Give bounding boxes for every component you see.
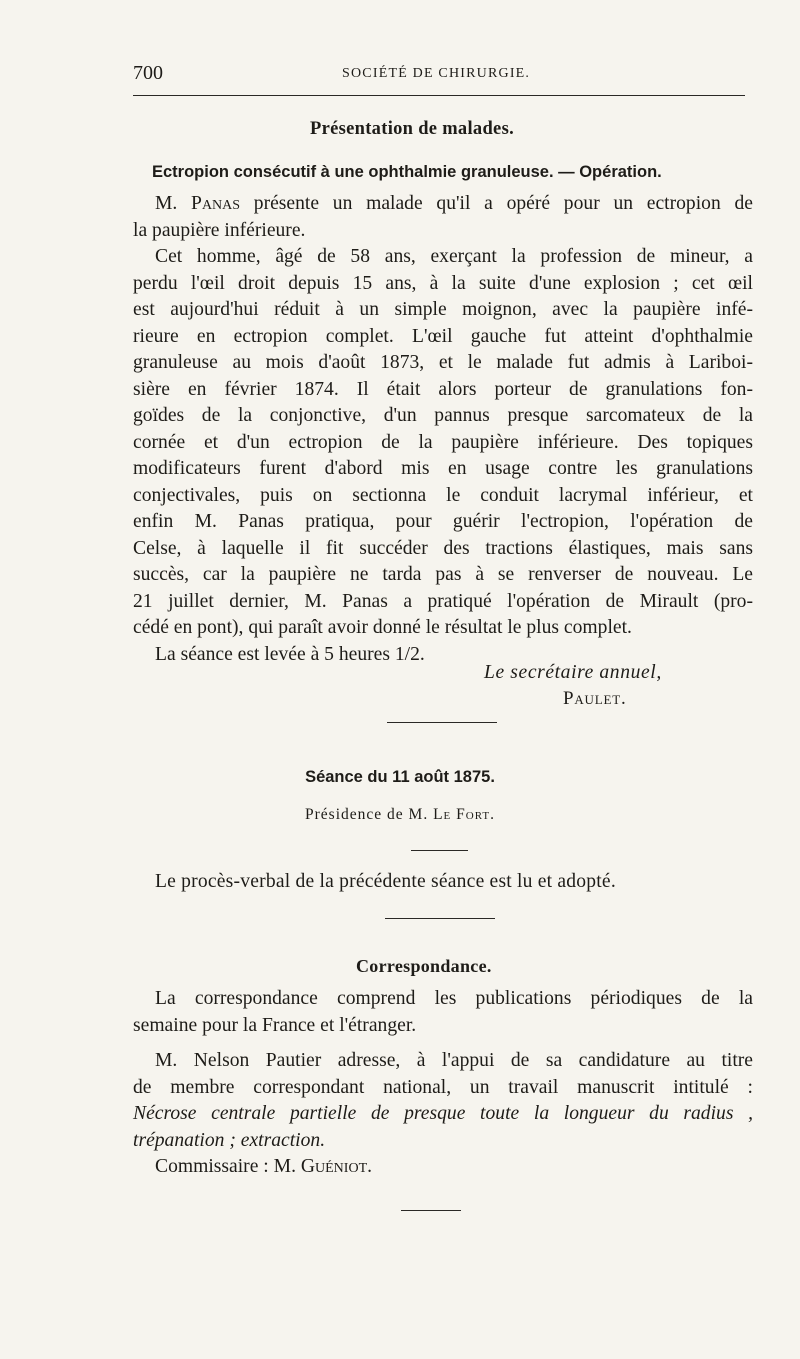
speaker-name: Panas (191, 193, 241, 214)
case-line: la paupière inférieure. (133, 219, 306, 241)
correspondence-heading: Correspondance. (356, 956, 492, 976)
signature-name: Paulet. (563, 688, 627, 709)
case-line: 21 juillet dernier, M. Panas a pratiqué l'opération de Mirault (pro- (133, 590, 753, 612)
header-rule (133, 95, 745, 96)
running-title: SOCIÉTÉ DE CHIRURGIE. (342, 66, 531, 81)
case-line: granuleuse au mois d'août 1873, et le malade fut admis à Lariboi- (133, 352, 753, 373)
work-title-line: Nécrose centrale partielle de presque toute la longueur du radius , (133, 1103, 753, 1124)
case-subheading: Ectropion consécutif à une ophthalmie granuleuse. — Opération. (152, 163, 662, 181)
case-line: Celse, à laquelle il fit succéder des tractions élastiques, mais sans (133, 537, 753, 559)
case-line: modificateurs furent d'abord mis en usage contre les granulations (133, 458, 753, 479)
case-first-line: M. Panas présente un malade qu'il a opéré pour un ectropion de (155, 193, 753, 214)
page-number: 700 (133, 62, 163, 84)
case-line: enfin M. Panas pratiqua, pour guérir l'ectropion, l'opération de (133, 511, 753, 532)
minutes-line: Le procès-verbal de la précédente séance est lu et adopté. (155, 871, 616, 892)
end-divider (401, 1210, 461, 1211)
case-line: sière en février 1874. Il était alors porteur de granulations fon- (133, 378, 753, 400)
case-line: succès, car la paupière ne tarda pas à se renverser de nouveau. Le (133, 564, 753, 585)
case-line: perdu l'œil droit depuis 15 ans, à la suite d'une explosion ; cet œil (133, 272, 753, 294)
correspondence-line: M. Nelson Pautier adresse, à l'appui de sa candidature au titre (155, 1050, 753, 1071)
signature-title: Le secrétaire annuel, (484, 662, 662, 683)
correspondence-line: de membre correspondant national, un travail manuscrit intitulé : (133, 1076, 753, 1098)
adjournment-line: La séance est levée à 5 heures 1/2. (155, 643, 425, 665)
commissaire-line: Commissaire : M. Guéniot. (155, 1156, 373, 1177)
commissaire-name: Guéniot. (300, 1156, 373, 1177)
case-report-text (133, 191, 753, 668)
short-divider (411, 850, 468, 851)
case-line: rieure en ectropion complet. L'œil gauche fut atteint d'ophthalmie (133, 325, 753, 347)
case-line: Cet homme, âgé de 58 ans, exerçant la profession de mineur, a (155, 246, 753, 267)
case-line: cédé en pont), qui paraît avoir donné le résultat le plus complet. (133, 617, 632, 638)
section-divider (387, 722, 497, 723)
session-heading: Séance du 11 août 1875. (305, 768, 495, 786)
president-name: Le Fort. (433, 806, 495, 823)
section-divider (385, 918, 495, 919)
correspondence-para-1 (133, 986, 753, 1039)
section-heading-presentation: Présentation de malades. (310, 119, 514, 139)
case-line: goïdes de la conjonctive, d'un pannus presque sarcomateux de la (133, 405, 753, 426)
case-line: est aujourd'hui réduit à un simple moignon, avec la paupière infé- (133, 299, 753, 320)
correspondence-line: semaine pour la France et l'étranger. (133, 1014, 417, 1036)
case-line: conjectivales, puis on sectionna le conduit lacrymal inférieur, et (133, 484, 753, 506)
correspondence-para-2 (133, 1048, 753, 1181)
presidence-line: Présidence de M. Le Fort. (305, 806, 495, 823)
case-line: cornée et d'un ectropion de la paupière inférieure. Des topiques (133, 431, 753, 453)
correspondence-line: La correspondance comprend les publications périodiques de la (155, 988, 753, 1009)
work-title-line: trépanation ; extraction. (133, 1129, 326, 1151)
